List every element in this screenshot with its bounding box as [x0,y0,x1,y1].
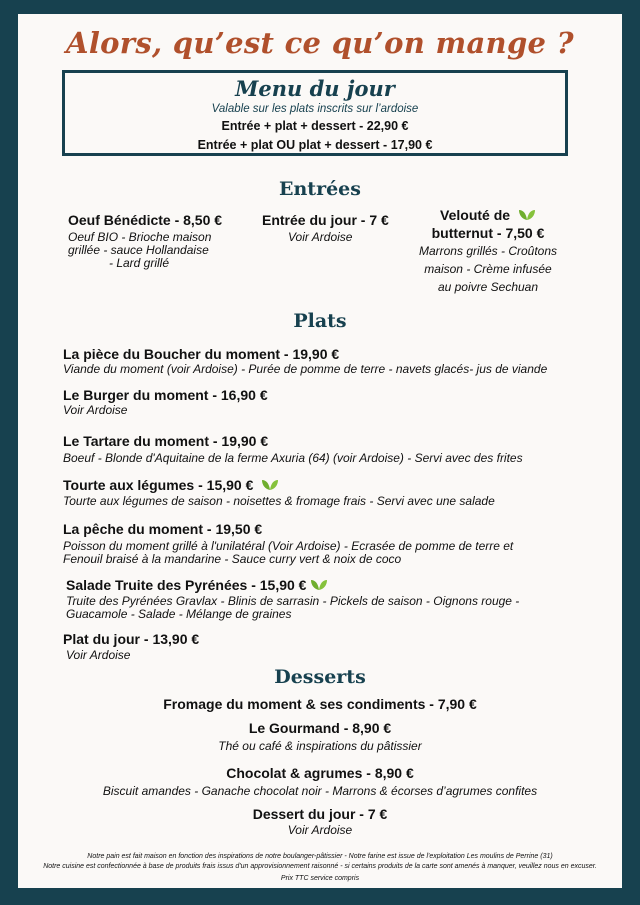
entree-item [262,212,412,244]
dessert-item [18,765,622,798]
entree-desc-line: Marrons grillés - Croûtons [418,243,558,258]
plat-desc: Boeuf - Blonde d'Aquitaine de la ferme Axuria (64) (voir Ardoise) - Servi avec des frites [63,451,523,465]
plat-desc [66,595,586,621]
plat-name: Plat du jour - 13,90 € [63,631,200,647]
plat-item [66,577,586,621]
footer-note: Notre cuisine est confectionnée à base de produits frais issus d'un approvisionnement raisonné - si certains produits de la carte sont amenés à manquer, veuillez nous en excuser. [43,863,597,870]
plat-desc-line: Poisson du moment grillé à l'unilatéral (Voir Ardoise) - Ecrasée de pomme de terre et [63,539,514,553]
plats-heading: Plats [293,310,347,332]
dessert-desc: Biscuit amandes - Ganache chocolat noir - Marrons & écorses d’agrumes confites [102,784,538,798]
dessert-name: Le Gourmand - 8,90 € [248,720,392,736]
entree-desc-line: maison - Crème infusée [424,261,552,276]
menu-page [18,14,622,888]
entree-item [408,207,568,296]
dessert-name: Dessert du jour - 7 € [252,806,388,822]
leaf-icon [518,208,536,225]
leaf-icon [310,578,328,595]
plat-name: Le Tartare du moment - 19,90 € [63,433,269,449]
entree-desc: Voir Ardoise [288,230,353,244]
dessert-name: Fromage du moment & ses condiments - 7,90 € [163,696,477,712]
plat-desc: Viande du moment (voir Ardoise) - Purée de pomme de terre - navets glacés- jus de viande [63,362,548,376]
entree-item [68,212,238,270]
dessert-desc: Voir Ardoise [287,823,353,837]
entree-name [408,207,568,242]
footer-price-note: Prix TTC service compris [280,875,360,882]
plat-desc: Voir Ardoise [66,648,131,662]
plat-item [63,433,613,465]
menu-du-jour-box [62,70,568,156]
desserts-heading: Desserts [274,666,366,688]
entree-desc-line: - Lard grillé [109,256,170,270]
entree-desc-line: Oeuf BIO - Brioche maison [68,230,212,244]
page-title: Alors, qu’est ce qu’on mange ? [66,26,574,60]
plat-desc-line: Guacamole - Salade - Mélange de graines [66,606,292,621]
plat-desc-line: Truite des Pyrénées Gravlax - Blinis de sarrasin - Pickels de saison - Oignons rouge - [66,593,520,608]
dessert-name: Chocolat & agrumes - 8,90 € [226,765,414,781]
dessert-desc: Thé ou café & inspirations du pâtissier [218,739,422,753]
plat-item [63,631,613,662]
entree-desc [68,231,238,270]
plat-item [63,387,613,417]
dessert-item [18,720,622,753]
entree-desc-line: grillée - sauce Hollandaise [68,243,209,257]
plat-name: Le Burger du moment - 16,90 € [63,387,268,403]
entree-name-line: butternut - 7,50 € [431,224,545,241]
plat-name-text: Tourte aux légumes - 15,90 € [63,477,254,493]
entree-desc [408,242,568,296]
plat-desc: Tourte aux légumes de saison - noisettes & fromage frais - Servi avec une salade [63,493,495,508]
entree-desc-line: au poivre Sechuan [437,279,539,294]
plat-item [63,477,613,508]
plat-item [63,346,613,376]
menu-du-jour-title: Menu du jour [235,76,395,101]
plat-desc [63,540,573,566]
menu-du-jour-subtitle: Valable sur les plats inscrits sur l’ardoise [211,103,419,115]
entree-name-line: Velouté de [440,207,511,223]
plat-item [63,521,573,566]
plat-name [63,477,613,495]
plat-name-text: Salade Truite des Pyrénées - 15,90 € [66,577,307,593]
entrees-heading: Entrées [279,178,361,200]
entree-name: Entrée du jour - 7 € [262,212,389,228]
dessert-item [18,696,622,713]
menu-formula-2: Entrée + plat OU plat + dessert - 17,90 € [197,138,433,152]
menu-formula-1: Entrée + plat + dessert - 22,90 € [221,119,409,133]
plat-desc-line: Fenouil braisé à la mandarine - Sauce curry vert & noix de coco [63,552,402,566]
plat-name [66,577,586,595]
plat-name: La pêche du moment - 19,50 € [63,521,263,537]
dessert-item [18,806,622,837]
leaf-icon [261,478,279,495]
plat-name: La pièce du Boucher du moment - 19,90 € [63,346,340,362]
footer-note: Notre pain est fait maison en fonction des inspirations de notre boulanger-pâtissier - Notre farine est issue de l'exploitation Les moulins de Perrine (31) [87,853,553,860]
entree-name: Oeuf Bénédicte - 8,50 € [68,212,223,228]
plat-desc: Voir Ardoise [63,403,128,417]
